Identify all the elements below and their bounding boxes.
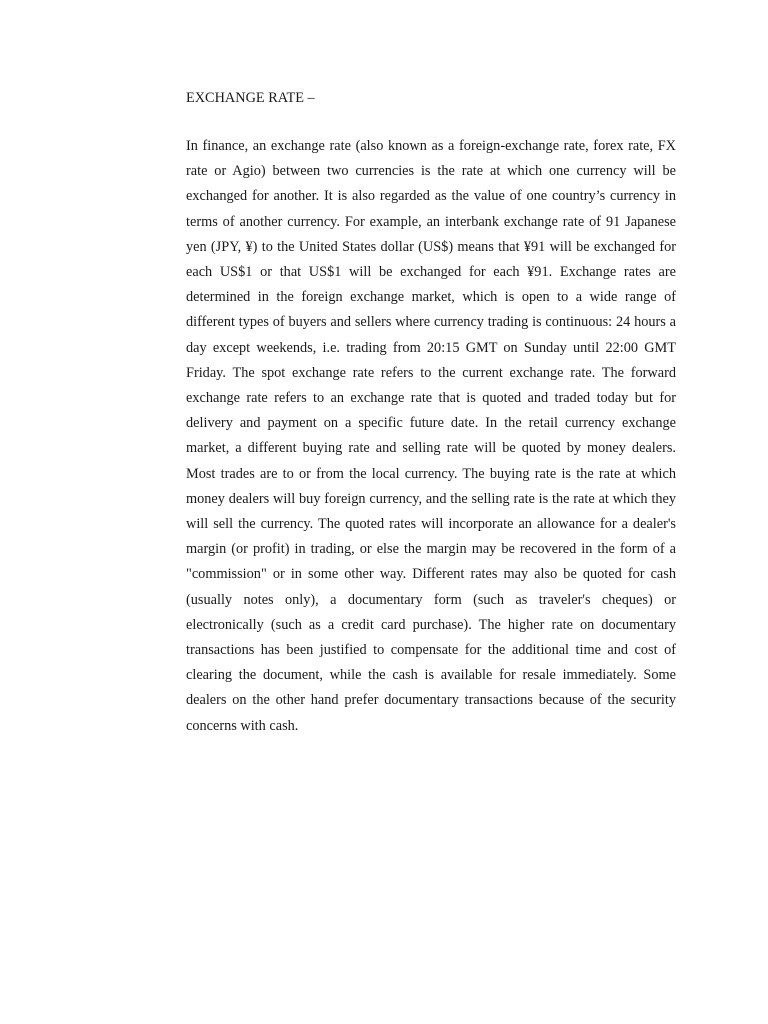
document-paragraph: In finance, an exchange rate (also known as a foreign-exchange rate, forex rate, FX rate or Agio) between two currencies is the rate at which one currency will be exchanged for another. It is also regarded as the value of one country’s currency in terms of another currency. For example, an interbank exchange rate of 91 Japanese yen (JPY, ¥) to the United States dollar (US$) means that ¥91 will be exchanged for each US$1 or that US$1 will be exchanged for each ¥91. Exchange rates are determined in the foreign exchange market, which is open to a wide range of different types of buyers and sellers where currency trading is continuous: 24 hours a day except weekends, i.e. trading from 20:15 GMT on Sunday until 22:00 GMT Friday. The spot exchange rate refers to the current exchange rate. The forward exchange rate refers to an exchange rate that is quoted and traded today but for delivery and payment on a specific future date. In the retail currency exchange market, a different buying rate and selling rate will be quoted by money dealers. Most trades are to or from the local currency. The buying rate is the rate at which money dealers will buy foreign currency, and the selling rate is the rate at which they will sell the currency. The quoted rates will incorporate an allowance for a dealer's margin (or profit) in trading, or else the margin may be recovered in the form of a "commission" or in some other way. Different rates may also be quoted for cash (usually notes only), a documentary form (such as traveler's cheques) or electronically (such as a credit card purchase). The higher rate on documentary transactions has been justified to compensate for the additional time and cost of clearing the document, while the cash is available for resale immediately. Some dealers on the other hand prefer documentary transactions because of the security concerns with cash. — [186, 138, 676, 734]
document-heading: EXCHANGE RATE – — [186, 90, 315, 106]
